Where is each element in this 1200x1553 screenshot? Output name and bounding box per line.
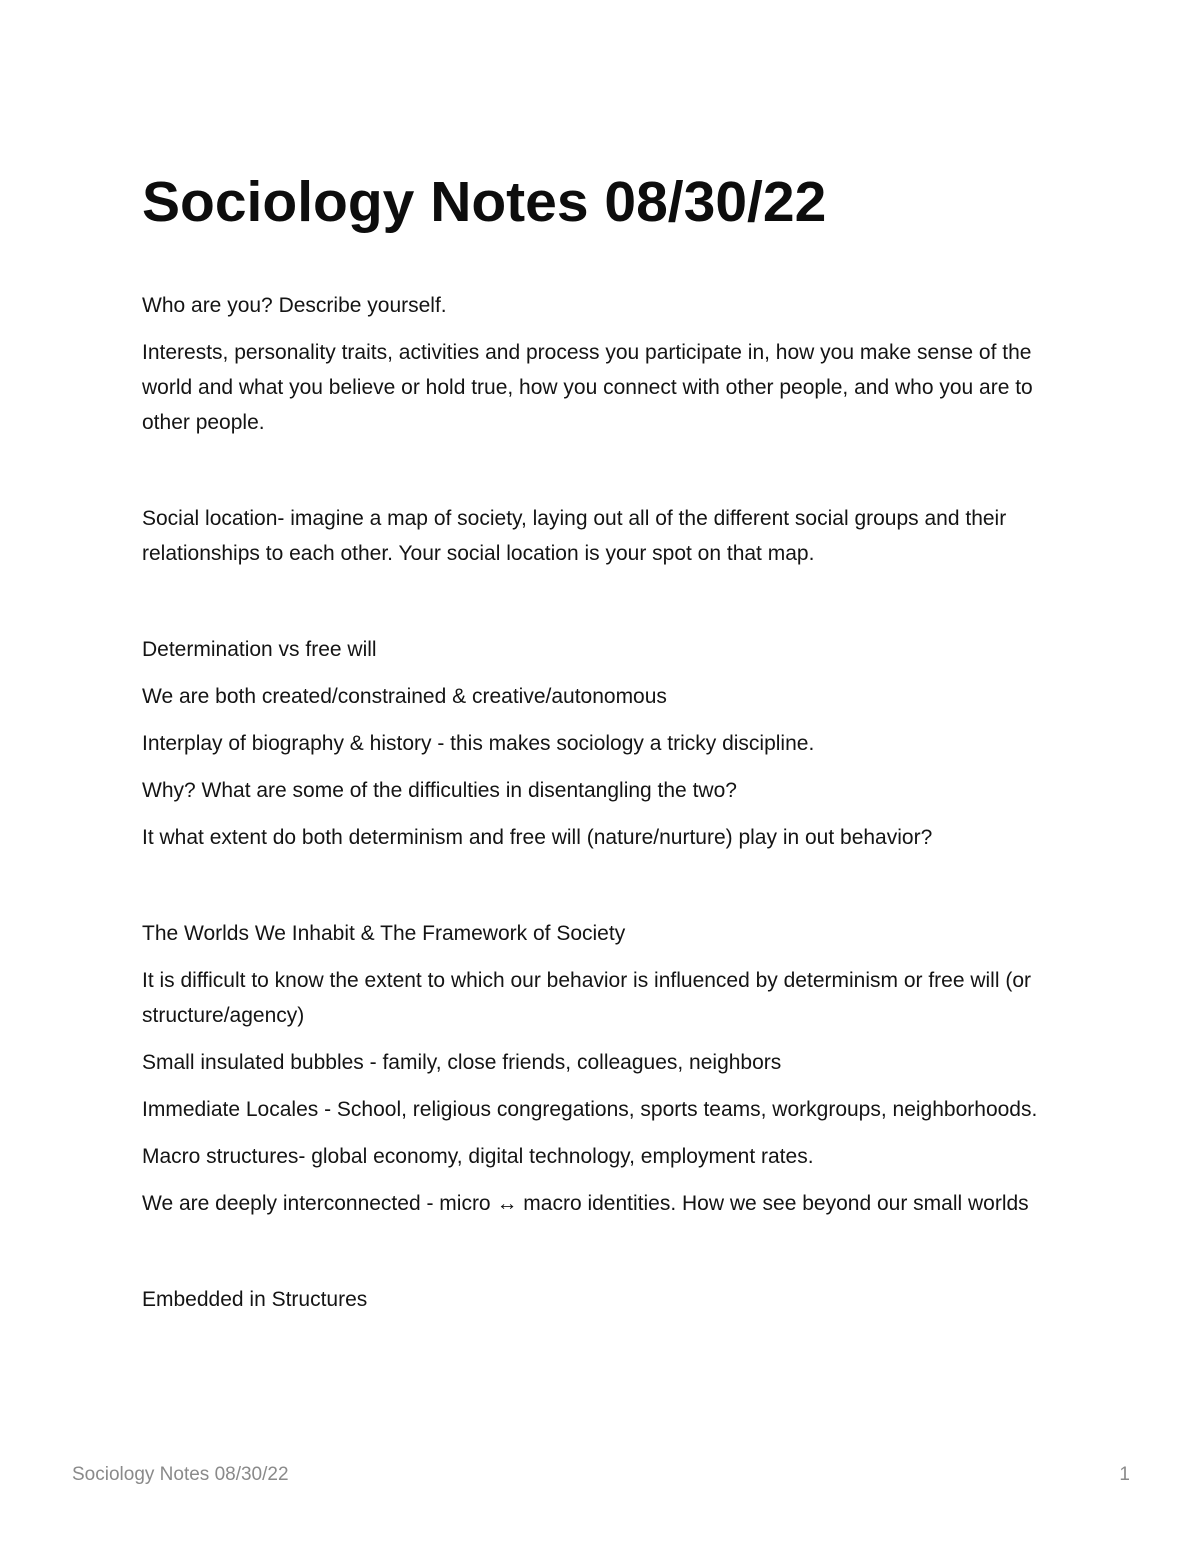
paragraph: The Worlds We Inhabit & The Framework of Society <box>142 922 626 945</box>
section-identity <box>142 288 1072 440</box>
paragraph: Why? What are some of the difficulties in disentangling the two? <box>142 779 737 802</box>
paragraph: Interests, personality traits, activities and process you participate in, how you make sense of the world and what you believe or hold true, how you connect with other people, and who you are to other people. <box>142 341 1033 434</box>
page-title: Sociology Notes 08/30/22 <box>142 170 827 234</box>
paragraph: We are deeply interconnected - micro ↔ macro identities. How we see beyond our small worlds <box>142 1192 1029 1215</box>
paragraph: Small insulated bubbles - family, close friends, colleagues, neighbors <box>142 1051 782 1074</box>
paragraph: We are both created/constrained & creative/autonomous <box>142 685 667 708</box>
paragraph: Embedded in Structures <box>142 1288 368 1311</box>
document-body <box>142 160 1072 1329</box>
paragraph: It what extent do both determinism and free will (nature/nurture) play in out behavior? <box>142 826 933 849</box>
footer-page-number: 1 <box>1119 1464 1130 1485</box>
spacer <box>142 1233 1072 1282</box>
section-determination <box>142 632 1072 855</box>
paragraph: Who are you? Describe yourself. <box>142 294 447 317</box>
paragraph: Interplay of biography & history - this makes sociology a tricky discipline. <box>142 732 815 755</box>
section-social-location <box>142 501 1072 571</box>
paragraph: It is difficult to know the extent to which our behavior is influenced by determinism or free will (or structure/agency) <box>142 969 1032 1027</box>
footer-doc-name: Sociology Notes 08/30/22 <box>72 1464 289 1485</box>
spacer <box>142 583 1072 632</box>
paragraph: Macro structures- global economy, digital technology, employment rates. <box>142 1145 814 1168</box>
paragraph: Determination vs free will <box>142 638 377 661</box>
spacer <box>142 452 1072 501</box>
paragraph: Immediate Locales - School, religious congregations, sports teams, workgroups, neighborhoods. <box>142 1098 1038 1121</box>
spacer <box>142 867 1072 916</box>
paragraph: Social location- imagine a map of society, laying out all of the different social groups and their relationships to each other. Your social location is your spot on that map. <box>142 507 1007 565</box>
section-embedded <box>142 1282 1072 1317</box>
section-worlds <box>142 916 1072 1221</box>
